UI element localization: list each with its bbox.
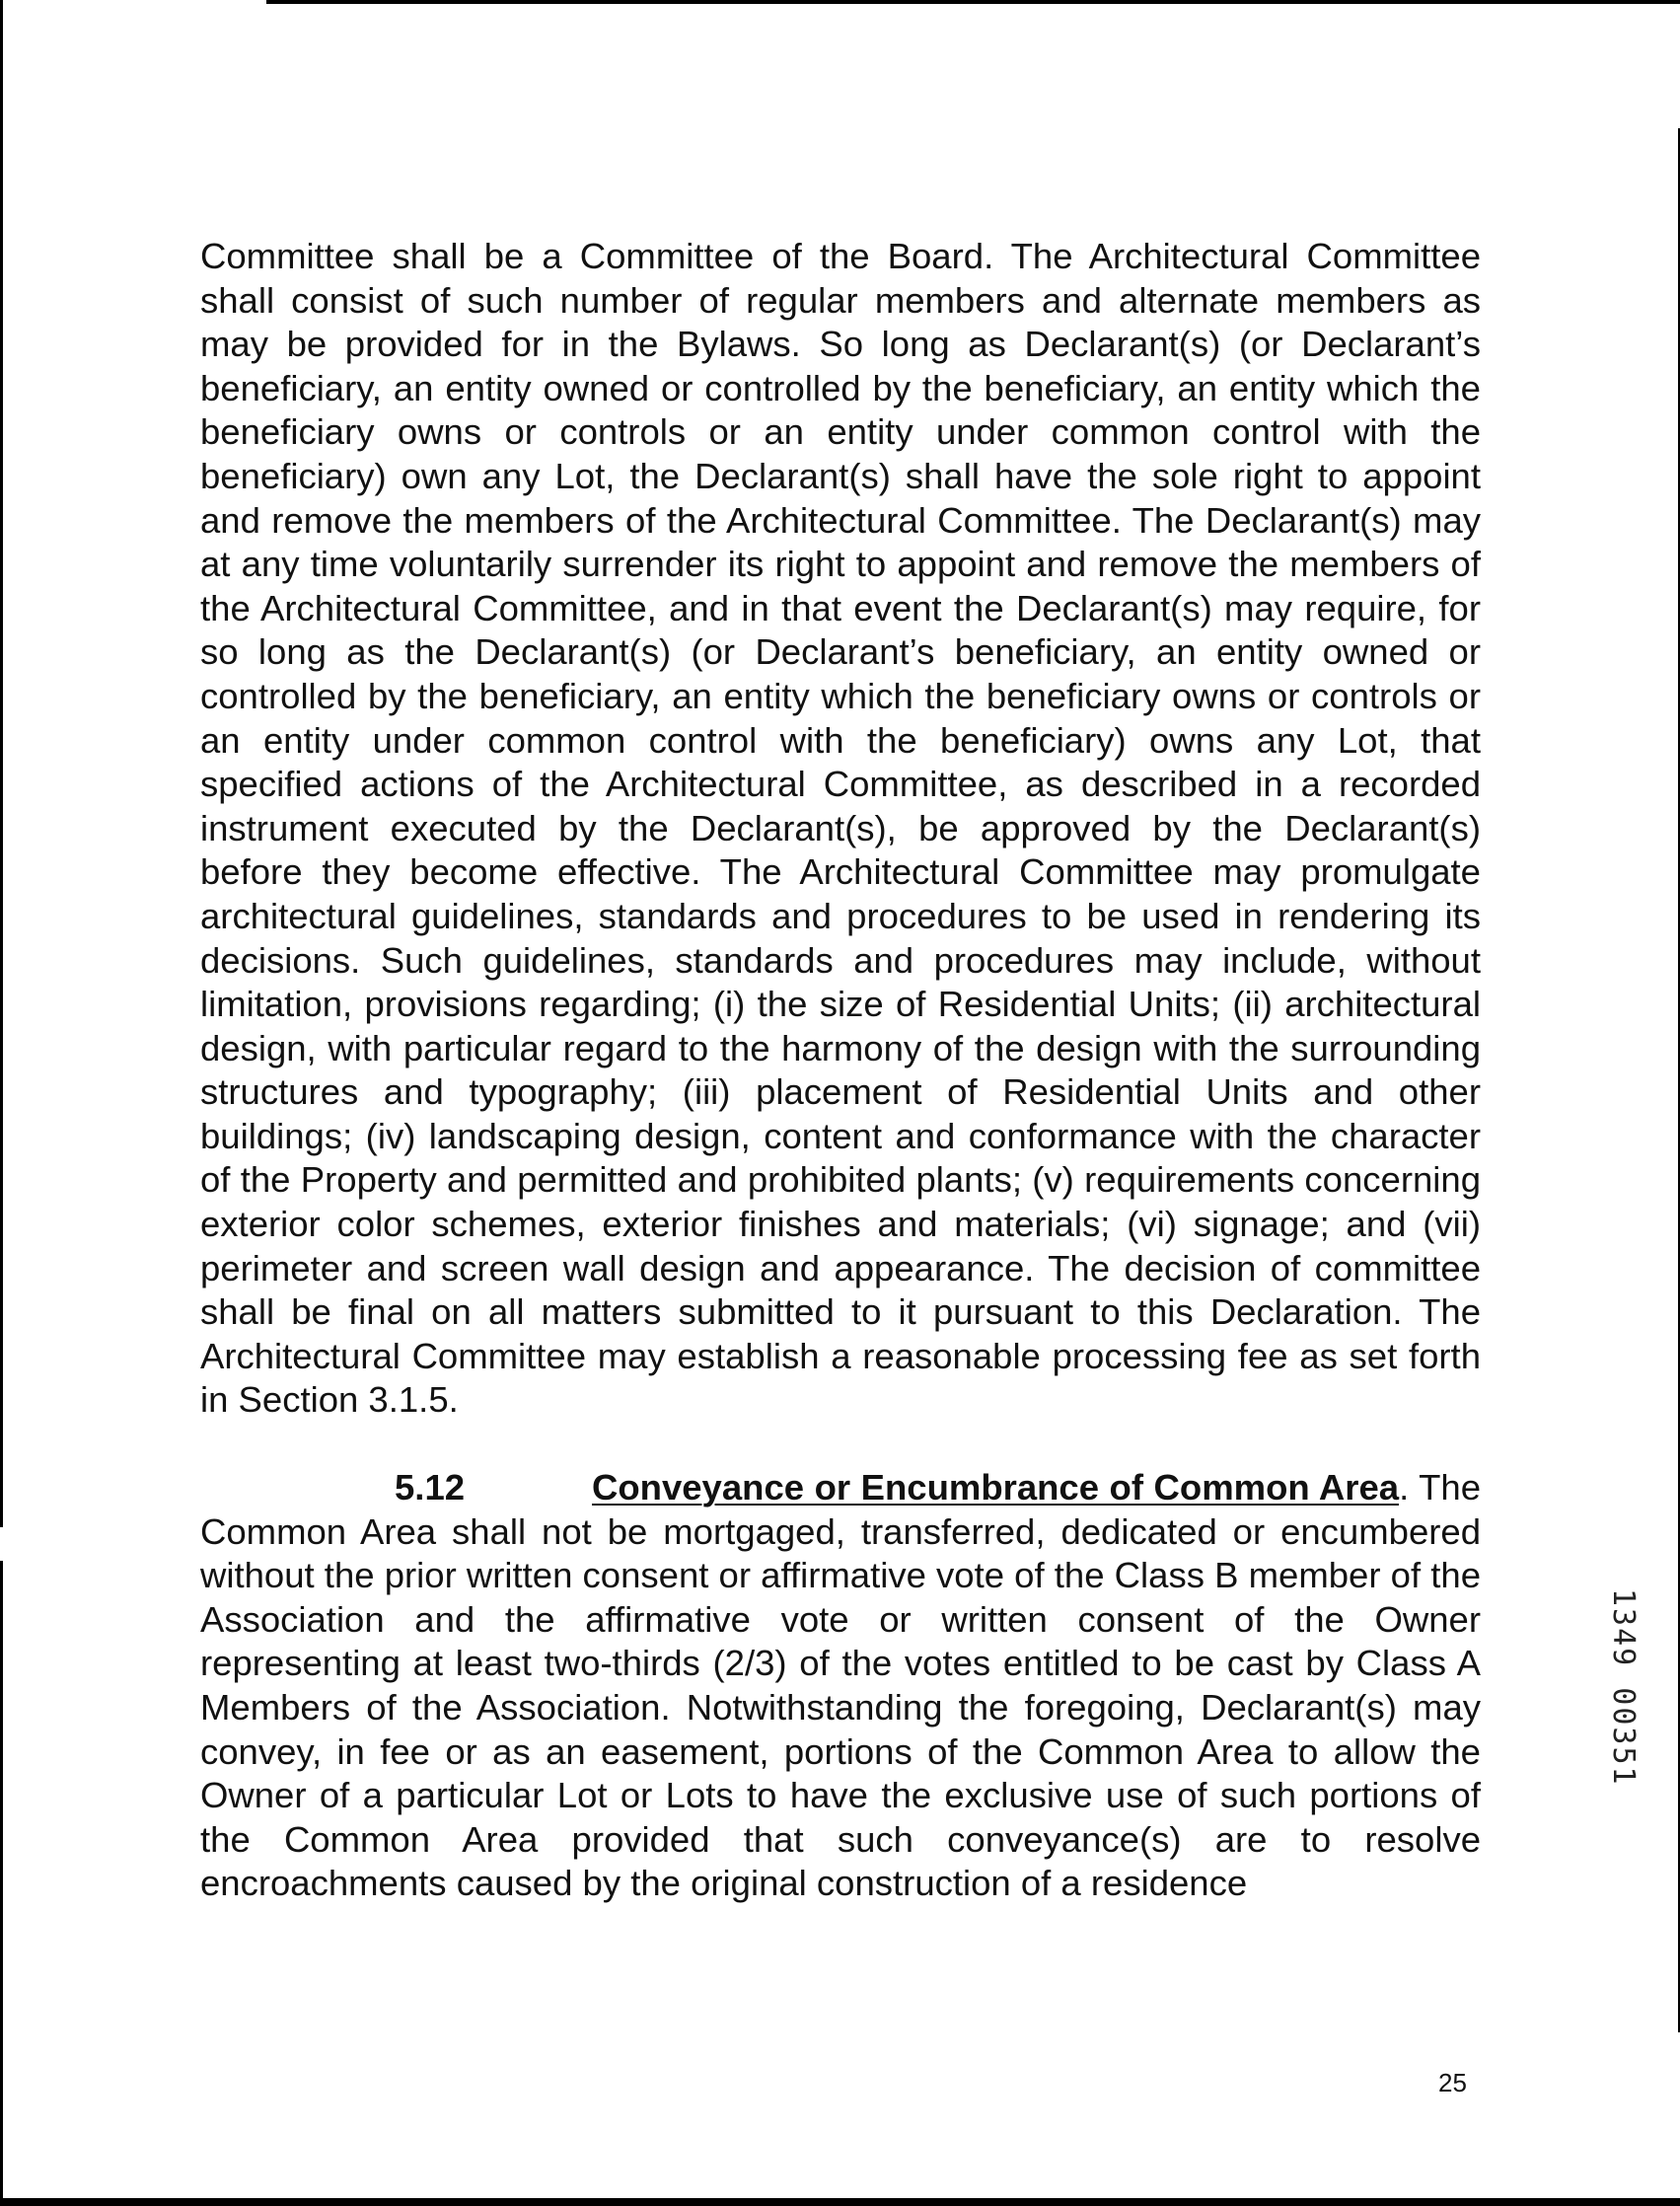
document-body — [200, 235, 1481, 1906]
page-number: 25 — [1438, 2068, 1467, 2097]
section-text: The Common Area shall not be mortgaged, transferred, dedicated or encumbered without the prior written consent or affirmative vote of the Class B member of the Association and the affirmative vote or written consent of the Owner representing at least two-thirds (2/3) of the votes entitled to be cast by Class A Members of the Association. Notwithstanding the foregoing, Declarant(s) may convey, in fee or as an easement, portions of the Common Area to allow the Owner of a particular Lot or Lots to have the exclusive use of such portions of the Common Area provided that such conveyance(s) are to resolve encroachments caused by the original construction of a residence — [200, 1467, 1482, 1904]
architectural-committee-paragraph: Committee shall be a Committee of the Board. The Architectural Committee shall consist of such number of regular members and alternate members as may be provided for in the Bylaws. So long as Declarant(s) (or Declarant’s beneficiary, an entity owned or controlled by the beneficiary, an entity which the beneficiary owns or controls or an entity under common control with the beneficiary) own any Lot, the Declarant(s) shall have the sole right to appoint and remove the members of the Architectural Committee. The Declarant(s) may at any time voluntarily surrender its right to appoint and remove the members of the Architectural Committee, and in that event the Declarant(s) may require, for so long as the Declarant(s) (or Declarant’s beneficiary, an entity owned or controlled by the beneficiary, an entity which the beneficiary owns or controls or an entity under common control with the beneficiary) owns any Lot, that specified actions of the Architectural Committee, as described in a recorded instrument executed by the Declarant(s), be approved by the Declarant(s) before they become effective. The Architectural Committee may promulgate architectural guidelines, standards and procedures to be used in rendering its decisions. Such guidelines, standards and procedures may include, without limitation, provisions regarding; (i) the size of Residential Units; (ii) architectural design, with particular regard to the harmony of the design with the surrounding structures and typography; (iii) placement of Residential Units and other buildings; (iv) landscaping design, content and conformance with the character of the Property and permitted and prohibited plants; (v) requirements concerning exterior color schemes, exterior finishes and materials; (vi) signage; and (vii) perimeter and screen wall design and appearance. The decision of committee shall be final on all matters submitted to it pursuant to this Declaration. The Architectural Committee may establish a reasonable processing fee as set forth in Section 3.1.5. — [200, 236, 1481, 1421]
scan-border-left — [0, 0, 3, 1527]
scan-border-top — [266, 0, 1680, 4]
section-title: Conveyance or Encumbrance of Common Area — [592, 1467, 1400, 1508]
section-number: 5.12 — [395, 1467, 466, 1508]
scan-border-left-lower — [0, 1561, 3, 2206]
section-title-period: . — [1399, 1467, 1410, 1508]
recording-stamp: 1349 00351 — [1606, 1588, 1641, 1787]
section-5-12-paragraph — [200, 1466, 1481, 1906]
scan-border-bottom — [0, 2198, 1680, 2206]
